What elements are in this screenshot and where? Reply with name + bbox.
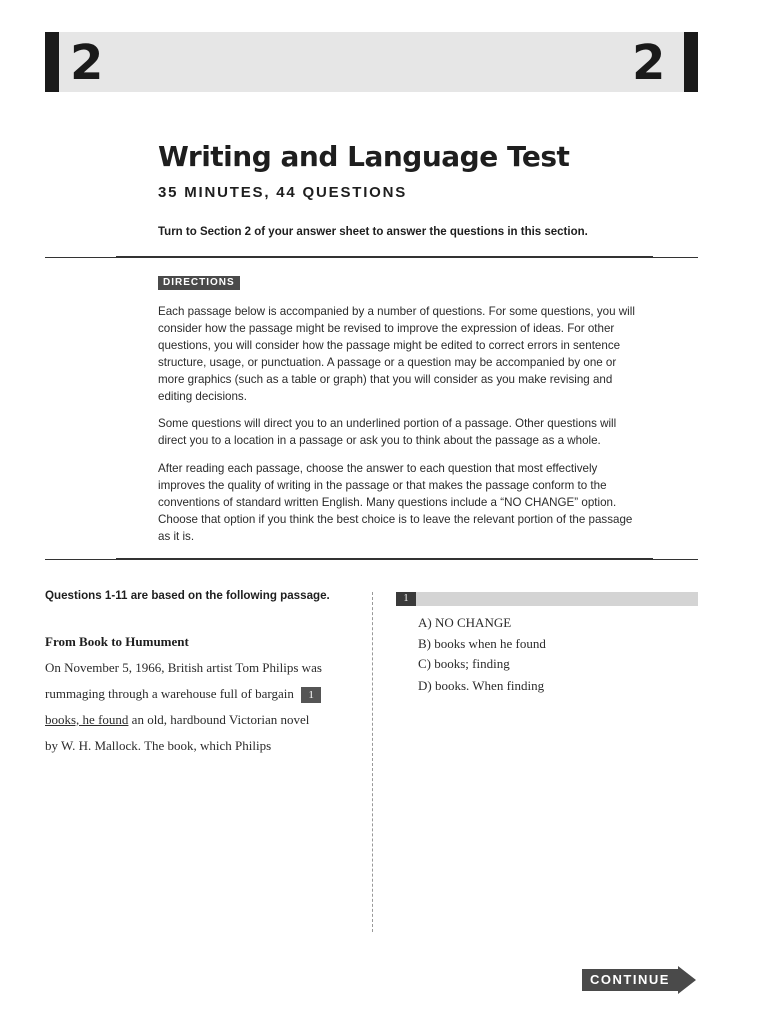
- underlined-portion[interactable]: books, he found: [45, 712, 129, 727]
- answer-sheet-instruction: Turn to Section 2 of your answer sheet to answer the questions in this section.: [158, 226, 588, 238]
- passage-line: On November 5, 1966, British artist Tom Philips was: [45, 660, 322, 675]
- passage-line: [45, 686, 321, 703]
- page-title: Writing and Language Test: [158, 140, 570, 173]
- passage-title: From Book to Humument: [45, 634, 189, 649]
- directions-paragraph: After reading each passage, choose the answer to each question that most effectively improves the quality of writing in the passage or that makes the passage conform to the conventions of standard written English. Many questions include a “NO CHANGE” option. Choose that option if you think the best choice is to leave the relevant portion of the passage as it is.: [158, 462, 633, 543]
- page-subtitle: 35 MINUTES, 44 QUESTIONS: [158, 184, 408, 201]
- directions-paragraph: Each passage below is accompanied by a number of questions. For some questions, you will consider how the passage might be revised to improve the expression of ideas. For other questions, you will consider how the passage might be edited to correct errors in sentence structure, usage, or punctuation. A passage or a question may be accompanied by one or more graphics (such as a table or graph) that you will consider as you make revising and editing decisions.: [158, 305, 635, 403]
- passage-line: [45, 712, 309, 728]
- continue-label: CONTINUE: [590, 972, 670, 987]
- column-divider: [372, 592, 373, 932]
- section-bar-right: [684, 32, 698, 92]
- question-number: 1: [396, 592, 416, 606]
- section-bar-left: [45, 32, 59, 92]
- question-marker[interactable]: 1: [301, 687, 321, 703]
- continue-button[interactable]: [582, 966, 696, 994]
- passage-line-text: an old, hardbound Victorian novel: [128, 712, 310, 727]
- section-number-left: 2: [70, 35, 104, 91]
- passage-line: by W. H. Mallock. The book, which Philips: [45, 738, 272, 753]
- passage-intro: Questions 1-11 are based on the following passage.: [45, 589, 330, 602]
- question-header-bar: [396, 592, 698, 606]
- directions-paragraph: Some questions will direct you to an underlined portion of a passage. Other questions will direct you to a location in a passage or ask you to think about the passage as a whole.: [158, 417, 617, 447]
- section-header-band: [45, 32, 698, 92]
- answer-option-d[interactable]: D) books. When finding: [418, 678, 545, 693]
- passage-line-text: rummaging through a warehouse full of bargain: [45, 686, 294, 701]
- answer-option-a[interactable]: A) NO CHANGE: [418, 615, 512, 630]
- answer-option-c[interactable]: C) books; finding: [418, 656, 510, 671]
- answer-option-b[interactable]: B) books when he found: [418, 636, 546, 651]
- divider-top-thick: [116, 256, 653, 258]
- directions-label: DIRECTIONS: [158, 276, 240, 290]
- divider-bottom-thick: [116, 558, 653, 560]
- section-number-right: 2: [632, 35, 666, 91]
